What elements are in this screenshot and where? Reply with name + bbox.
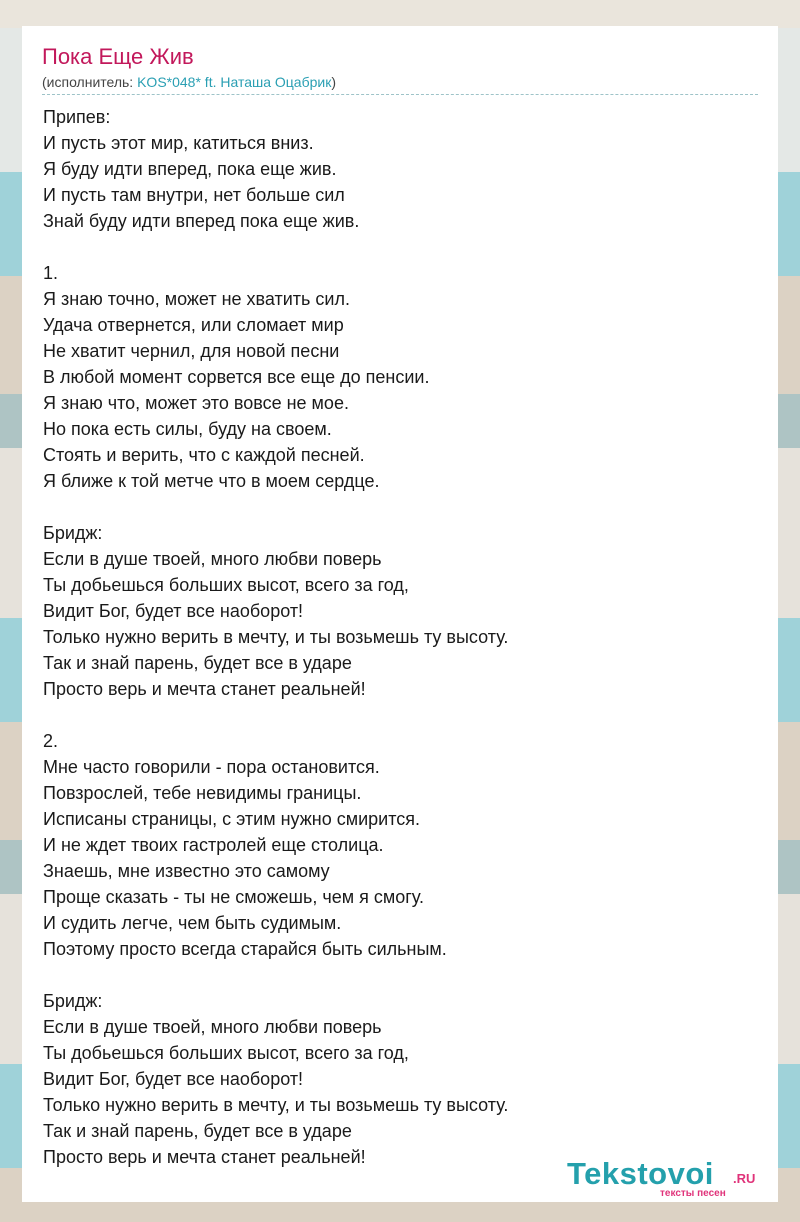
lyric-line: Просто верь и мечта станет реальней! xyxy=(43,679,366,699)
lyric-line xyxy=(43,494,763,520)
lyric-line: Знай буду идти вперед пока еще жив. xyxy=(43,211,360,231)
lyric-line: Так и знай парень, будет все в ударе xyxy=(43,653,352,673)
lyric-line: Я ближе к той метче что в моем сердце. xyxy=(43,471,380,491)
lyric-line: Ты добьешься больших высот, всего за год, xyxy=(43,575,409,595)
lyric-line: Знаешь, мне известно это самому xyxy=(43,861,330,881)
lyric-line: Бридж: xyxy=(43,991,103,1011)
lyric-line: Я знаю что, может это вовсе не мое. xyxy=(43,393,349,413)
lyric-line: Только нужно верить в мечту, и ты возьмешь ту высоту. xyxy=(43,627,509,647)
lyric-line: 2. xyxy=(43,731,59,751)
lyric-line xyxy=(43,234,763,260)
lyric-line: Ты добьешься больших высот, всего за год, xyxy=(43,1043,409,1063)
lyric-line: Если в душе твоей, много любви поверь xyxy=(43,1017,382,1037)
lyric-line: Стоять и верить, что с каждой песней. xyxy=(43,445,365,465)
logo-domain: .RU xyxy=(733,1171,756,1186)
lyric-line: Повзрослей, тебе невидимы границы. xyxy=(43,783,362,803)
artist-line xyxy=(42,74,758,95)
logo-tagline: тексты песен xyxy=(660,1188,726,1199)
lyric-line: Я знаю точно, может не хватить сил. xyxy=(43,289,350,309)
artist-suffix: ) xyxy=(331,74,337,90)
artist-prefix: (исполнитель: xyxy=(42,74,138,90)
lyric-line: Мне часто говорили - пора остановится. xyxy=(43,757,380,777)
site-logo[interactable] xyxy=(567,1156,777,1202)
lyric-line: Бридж: xyxy=(43,523,103,543)
song-title: Пока Еще Жив xyxy=(42,44,194,69)
lyric-line: И пусть этот мир, катиться вниз. xyxy=(43,133,314,153)
lyric-line: В любой момент сорвется все еще до пенсии. xyxy=(43,367,430,387)
lyric-line: Исписаны страницы, с этим нужно смирится. xyxy=(43,809,421,829)
lyric-line: Не хватит чернил, для новой песни xyxy=(43,341,340,361)
lyric-line: Так и знай парень, будет все в ударе xyxy=(43,1121,352,1141)
lyric-line: Видит Бог, будет все наоборот! xyxy=(43,601,304,621)
lyric-line: И судить легче, чем быть судимым. xyxy=(43,913,342,933)
lyrics-card xyxy=(22,26,778,1202)
lyric-line: Только нужно верить в мечту, и ты возьмешь ту высоту. xyxy=(43,1095,509,1115)
lyric-line xyxy=(43,702,763,728)
lyric-line xyxy=(43,962,763,988)
artist-link[interactable]: KOS*048* ft. Наташа Оцабрик xyxy=(137,74,332,90)
lyric-line: Удача отвернется, или сломает мир xyxy=(43,315,344,335)
lyric-line: Поэтому просто всегда старайся быть сильным. xyxy=(43,939,447,959)
lyric-line: Просто верь и мечта станет реальней! xyxy=(43,1147,366,1167)
lyric-line: Я буду идти вперед, пока еще жив. xyxy=(43,159,337,179)
lyric-line: И пусть там внутри, нет больше сил xyxy=(43,185,345,205)
lyrics-text xyxy=(43,104,763,1170)
lyric-line: Припев: xyxy=(43,107,111,127)
lyric-line: Если в душе твоей, много любви поверь xyxy=(43,549,382,569)
logo-wordmark: Tekstovoi xyxy=(567,1156,714,1191)
lyric-line: И не ждет твоих гастролей еще столица. xyxy=(43,835,384,855)
lyric-line: Видит Бог, будет все наоборот! xyxy=(43,1069,304,1089)
background-stripe xyxy=(0,0,800,28)
lyric-line: Проще сказать - ты не сможешь, чем я смогу. xyxy=(43,887,424,907)
lyric-line: 1. xyxy=(43,263,59,283)
lyric-line: Но пока есть силы, буду на своем. xyxy=(43,419,332,439)
